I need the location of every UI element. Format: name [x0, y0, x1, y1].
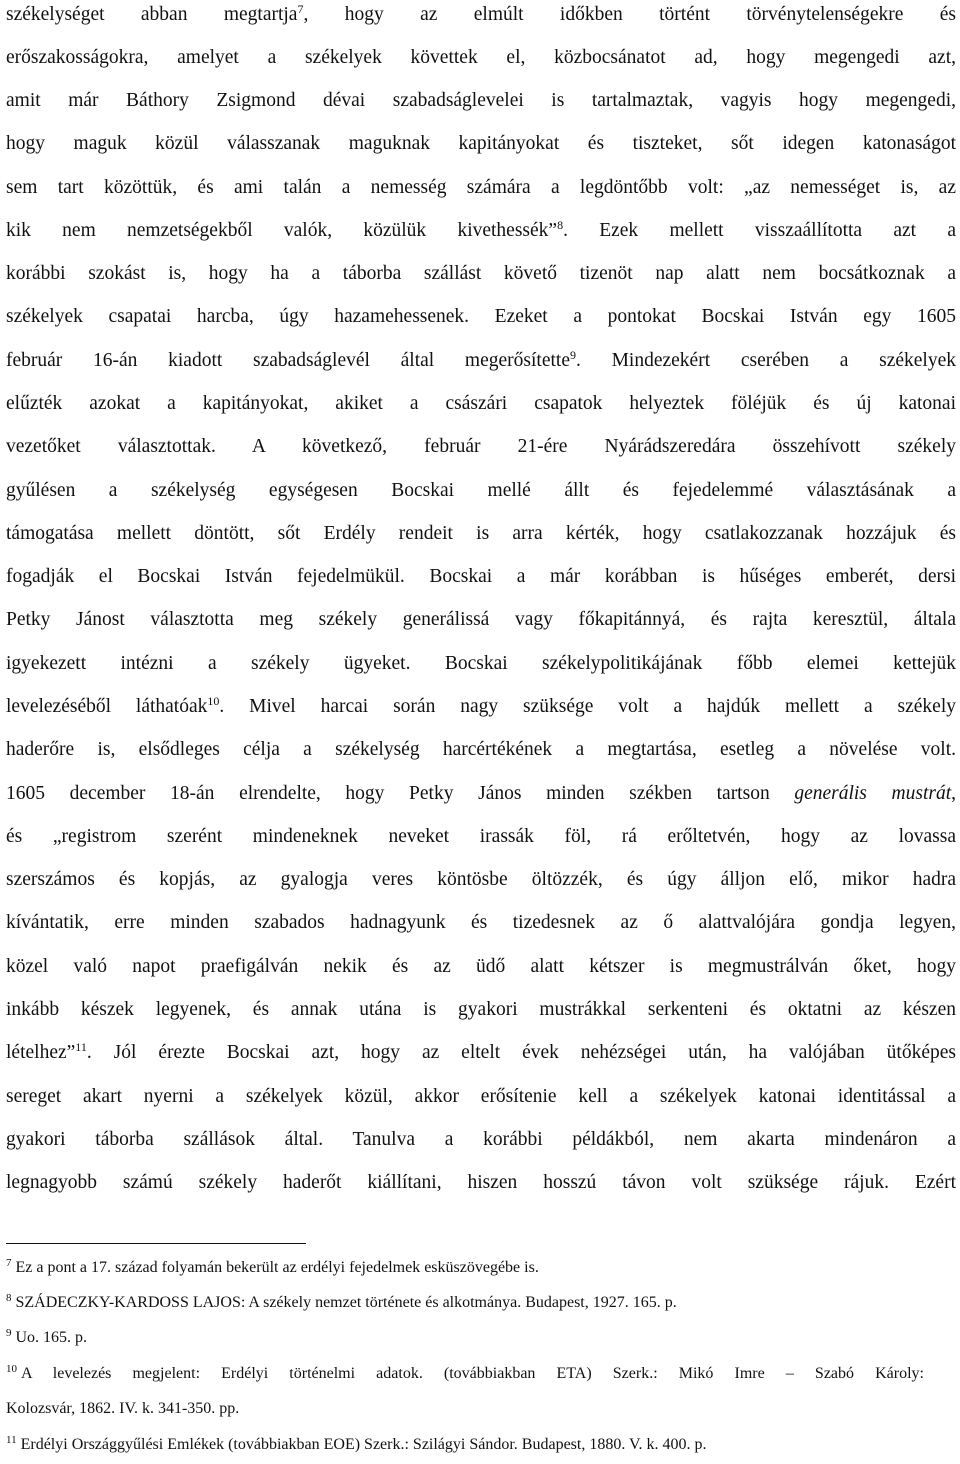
footnote-11 — [6, 1436, 707, 1454]
body-line-20: és „registrom szerént mindeneknek neveket irassák föl, rá erőltetvén, hogy az lovassa — [6, 826, 956, 847]
footnote-10 — [6, 1365, 924, 1383]
text-run: , — [951, 783, 956, 804]
footnote-text: Ez a pont a 17. század folyamán bekerült az erdélyi fejedelmek esküszövegébe is. — [15, 1259, 539, 1276]
footnote-number: 8 — [6, 1292, 12, 1304]
text-run: február 16-án kiadott szabadságlevél által megerősítette — [6, 350, 570, 371]
body-line-17 — [6, 696, 956, 718]
footnote-text: A levelezés megjelent: Erdélyi történelmi adatok. (továbbiakban ETA) Szerk.: Mikó Imre – Szabó Károly: — [21, 1365, 924, 1382]
body-line-25 — [6, 1042, 956, 1064]
text-run: . Mivel harcai során nagy szüksége volt a hajdúk mellett a székely — [219, 696, 956, 717]
body-line-14: fogadják el Bocskai István fejedelmükül. Bocskai a már korábban is hűséges emberét, dersi — [6, 566, 956, 587]
italic-term: generális mustrát — [794, 783, 952, 804]
footnote-ref-11[interactable]: 11 — [75, 1040, 87, 1054]
body-line-9 — [6, 350, 956, 372]
body-line-18: haderőre is, elsődleges célja a székelység harcértékének a megtartása, esetleg a növelése volt. — [6, 739, 956, 760]
body-line-6 — [6, 220, 956, 242]
footnote-ref-9[interactable]: 9 — [569, 348, 576, 362]
body-line-15: Petky Jánost választotta meg székely generálissá vagy főkapitánnyá, és rajta keresztül, általa — [6, 609, 956, 630]
text-run: , hogy az elmúlt időkben történt törvénytelenségekre és — [303, 4, 956, 25]
body-line-28: legnagyobb számú székely haderőt kiállítani, hiszen hosszú távon volt szüksége rájuk. Ezért — [6, 1172, 956, 1193]
body-line-21: szerszámos és kopjás, az gyalogja veres köntösbe öltözzék, és úgy álljon elő, mikor hadra — [6, 869, 956, 890]
text-run: székelységet abban megtartja — [6, 4, 298, 25]
body-line-1 — [6, 4, 956, 26]
body-line-2: erőszakosságokra, amelyet a székelyek követtek el, közbocsánatot ad, hogy megengedi azt, — [6, 47, 956, 68]
footnote-separator — [6, 1243, 306, 1244]
footnote-number: 9 — [6, 1327, 12, 1339]
text-run: . Mindezekért cserében a székelyek — [575, 350, 956, 371]
body-line-24: inkább készek legyenek, és annak utána is gyakori mustrákkal serkenteni és oktatni az készen — [6, 999, 956, 1020]
footnote-text: Erdélyi Országgyűlési Emlékek (továbbiakban EOE) Szerk.: Szilágyi Sándor. Budapest, 1880. V. k. 400. p. — [20, 1436, 707, 1453]
text-run: levelezéséből láthatóak — [6, 696, 208, 717]
body-line-7: korábbi szokást is, hogy ha a táborba szállást követő tizenöt nap alatt nem bocsátkoznak a — [6, 263, 956, 284]
text-run: 1605 december 18-án elrendelte, hogy Petky János minden székben tartson — [6, 783, 795, 804]
footnote-number: 11 — [6, 1434, 17, 1446]
footnote-ref-8[interactable]: 8 — [557, 218, 564, 232]
footnote-9 — [6, 1329, 87, 1347]
footnote-text: SZÁDECZKY-KARDOSS LAJOS: A székely nemzet története és alkotmánya. Budapest, 1927. 165. p. — [15, 1294, 677, 1311]
body-line-27: gyakori táborba szállások által. Tanulva a korábbi példákból, nem akarta mindenáron a — [6, 1129, 956, 1150]
footnote-10-continued: Kolozsvár, 1862. IV. k. 341-350. pp. — [6, 1400, 240, 1417]
text-run: lételhez” — [6, 1042, 76, 1063]
footnote-8 — [6, 1294, 677, 1312]
body-line-3: amit már Báthory Zsigmond dévai szabadságlevelei is tartalmaztak, vagyis hogy megengedi, — [6, 90, 956, 111]
body-line-16: igyekezett intézni a székely ügyeket. Bocskai székelypolitikájának főbb elemei kettejük — [6, 653, 956, 674]
body-line-19 — [6, 783, 956, 805]
body-line-12: gyűlésen a székelység egységesen Bocskai mellé állt és fejedelemmé választásának a — [6, 480, 956, 501]
footnote-ref-7[interactable]: 7 — [297, 2, 304, 16]
body-line-8: székelyek csapatai harcba, úgy hazamehessenek. Ezeket a pontokat Bocskai István egy 1605 — [6, 306, 956, 327]
body-line-22: kívántatik, erre minden szabados hadnagyunk és tizedesnek az ő alattvalójára gondja legyen, — [6, 912, 956, 933]
text-run: . Ezek mellett visszaállította azt a — [563, 220, 956, 241]
footnote-ref-10[interactable]: 10 — [207, 694, 220, 708]
body-line-26: sereget akart nyerni a székelyek közül, akkor erősítenie kell a székelyek katonai identitással a — [6, 1086, 956, 1107]
footnote-7 — [6, 1259, 539, 1277]
body-line-10: elűzték azokat a kapitányokat, akiket a császári csapatok helyeztek föléjük és új katonai — [6, 393, 956, 414]
body-line-5: sem tart közöttük, és ami talán a nemesség számára a legdöntőbb volt: „az nemességet is, az — [6, 177, 956, 198]
text-run: kik nem nemzetségekből valók, közülük kivethessék” — [6, 220, 558, 241]
footnote-number: 10 — [6, 1363, 17, 1375]
body-line-13: támogatása mellett döntött, sőt Erdély rendeit is arra kérték, hogy csatlakozzanak hozzájuk és — [6, 523, 956, 544]
footnote-text: Uo. 165. p. — [15, 1329, 88, 1346]
body-line-11: vezetőket választottak. A következő, február 21-ére Nyárádszeredára összehívott székely — [6, 436, 956, 457]
footnote-number: 7 — [6, 1257, 12, 1269]
body-line-23: közel való napot praefigálván nekik és az üdő alatt kétszer is megmustrálván őket, hogy — [6, 956, 956, 977]
text-run: . Jól érezte Bocskai azt, hogy az eltelt évek nehézségei után, ha valójában ütőképes — [86, 1042, 956, 1063]
body-line-4: hogy maguk közül válasszanak maguknak kapitányokat és tiszteket, sőt idegen katonaságot — [6, 133, 956, 154]
